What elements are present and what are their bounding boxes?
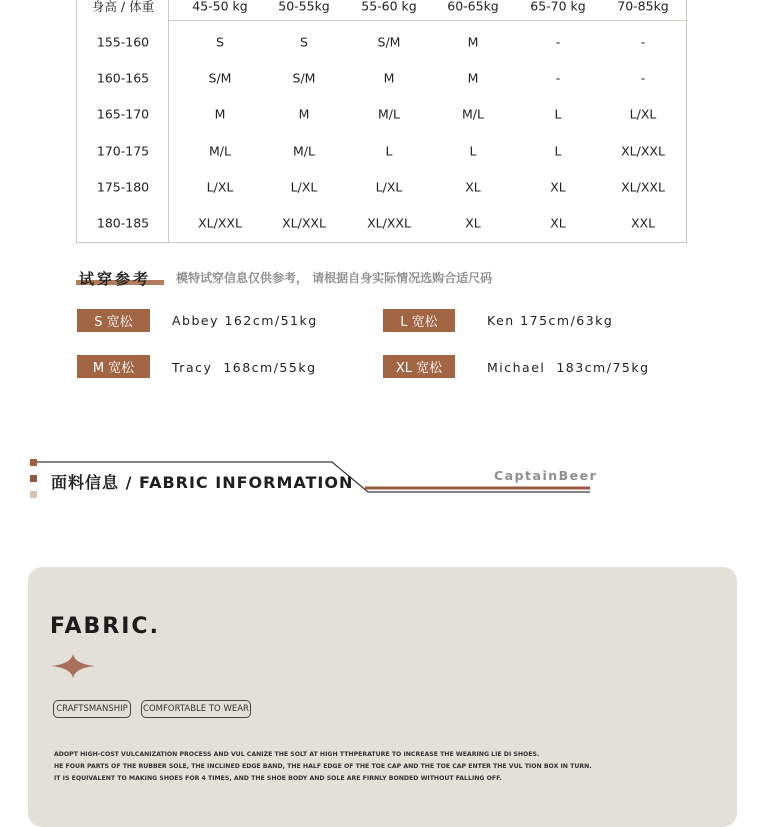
height-cell: 180-185 xyxy=(96,215,150,231)
model-info: Ken 175cm/63kg xyxy=(487,313,614,328)
model-size-tag: L 宽松 xyxy=(383,309,455,332)
feature-tag: COMFORTABLE TO WEAR xyxy=(141,700,251,718)
size-cell: L xyxy=(469,143,477,159)
size-cell: M/L xyxy=(378,106,400,122)
weight-column-header: 70-85kg xyxy=(617,0,669,14)
size-cell: M/L xyxy=(462,106,484,122)
size-cell: M/L xyxy=(209,143,231,159)
size-cell: S/M xyxy=(292,70,316,86)
height-cell: 160-165 xyxy=(96,70,150,86)
size-cell: L/XL xyxy=(629,106,657,122)
try-on-note: 模特试穿信息仅供参考， 请根据自身实际情况选购合适尺码 xyxy=(176,271,493,285)
size-cell: L xyxy=(554,106,562,122)
fabric-description xyxy=(54,749,694,785)
weight-column-header: 55-60 kg xyxy=(361,0,417,14)
model-size-tag: XL 宽松 xyxy=(383,355,455,378)
fabric-card-title: FABRIC. xyxy=(50,614,160,639)
fabric-section-header xyxy=(30,458,598,498)
table-divider-horizontal xyxy=(168,20,686,21)
model-info: Tracy 168cm/55kg xyxy=(172,360,317,375)
size-cell: M xyxy=(383,70,395,86)
model-info: Michael 183cm/75kg xyxy=(487,360,650,375)
model-info: Abbey 162cm/51kg xyxy=(172,313,318,328)
size-cell: M xyxy=(298,106,310,122)
size-cell: L xyxy=(554,143,562,159)
size-cell: XL/XXL xyxy=(367,215,411,231)
height-cell: 155-160 xyxy=(96,34,150,50)
size-cell: S/M xyxy=(377,34,401,50)
size-cell: L/XL xyxy=(375,179,403,195)
size-cell: - xyxy=(555,70,561,86)
weight-column-header: 65-70 kg xyxy=(530,0,586,14)
size-chart-table xyxy=(76,0,687,243)
description-line: IT IS EQUIVALENT TO MAKING SHOES FOR 4 TIMES, AND THE SHOE BODY AND SOLE ARE FIRNLY BONDED WITHOUT FALLING OFF. xyxy=(54,775,502,782)
size-cell: L xyxy=(385,143,393,159)
table-divider-vertical xyxy=(168,0,169,242)
weight-column-header: 50-55kg xyxy=(278,0,330,14)
size-cell: XL/XXL xyxy=(621,143,665,159)
size-cell: XL/XXL xyxy=(282,215,326,231)
fabric-section-title: 面料信息 / FABRIC INFORMATION xyxy=(51,473,354,492)
feature-tag: CRAFTSMANSHIP xyxy=(53,700,131,718)
description-line: HE FOUR PARTS OF THE RUBBER SOLE, THE INCLINED EDGE BAND, THE HALF EDGE OF THE TOE CAP AND THE TOE CAP ENTER THE VUL TION BOX IN TURN. xyxy=(54,763,592,770)
height-cell: 175-180 xyxy=(96,179,150,195)
size-cell: L/XL xyxy=(206,179,234,195)
sparkle-icon xyxy=(50,652,96,680)
size-cell: M xyxy=(467,70,479,86)
size-cell: - xyxy=(640,70,646,86)
try-on-title: 试穿参考 xyxy=(79,270,152,288)
height-cell: 170-175 xyxy=(96,143,150,159)
size-cell: XL xyxy=(550,179,566,195)
size-cell: M xyxy=(214,106,226,122)
size-cell: - xyxy=(555,34,561,50)
size-cell: XL xyxy=(465,179,481,195)
size-cell: XL/XXL xyxy=(198,215,242,231)
model-size-tag: S 宽松 xyxy=(77,309,150,332)
height-cell: 165-170 xyxy=(96,106,150,122)
model-size-tag: M 宽松 xyxy=(77,355,150,378)
size-cell: XL xyxy=(550,215,566,231)
weight-column-header: 45-50 kg xyxy=(192,0,248,14)
weight-column-header: 60-65kg xyxy=(447,0,499,14)
size-cell: L/XL xyxy=(290,179,318,195)
description-line: ADOPT HIGH-COST VULCANIZATION PROCESS AND VUL CANIZE THE SOLT AT HIGH TTHPERATURE TO INCREASE THE WEARING LIE DI SHOES. xyxy=(54,751,540,758)
size-cell: S xyxy=(300,34,308,50)
size-cell: XXL xyxy=(630,215,656,231)
size-cell: S/M xyxy=(208,70,232,86)
size-cell: M xyxy=(467,34,479,50)
size-cell: XL xyxy=(465,215,481,231)
brand-name: CaptainBeer xyxy=(494,468,598,483)
table-header-label: 身高 / 体重 xyxy=(91,0,155,14)
size-cell: S xyxy=(216,34,224,50)
size-cell: XL/XXL xyxy=(621,179,665,195)
size-cell: - xyxy=(640,34,646,50)
size-cell: M/L xyxy=(293,143,315,159)
fabric-card xyxy=(28,567,737,827)
